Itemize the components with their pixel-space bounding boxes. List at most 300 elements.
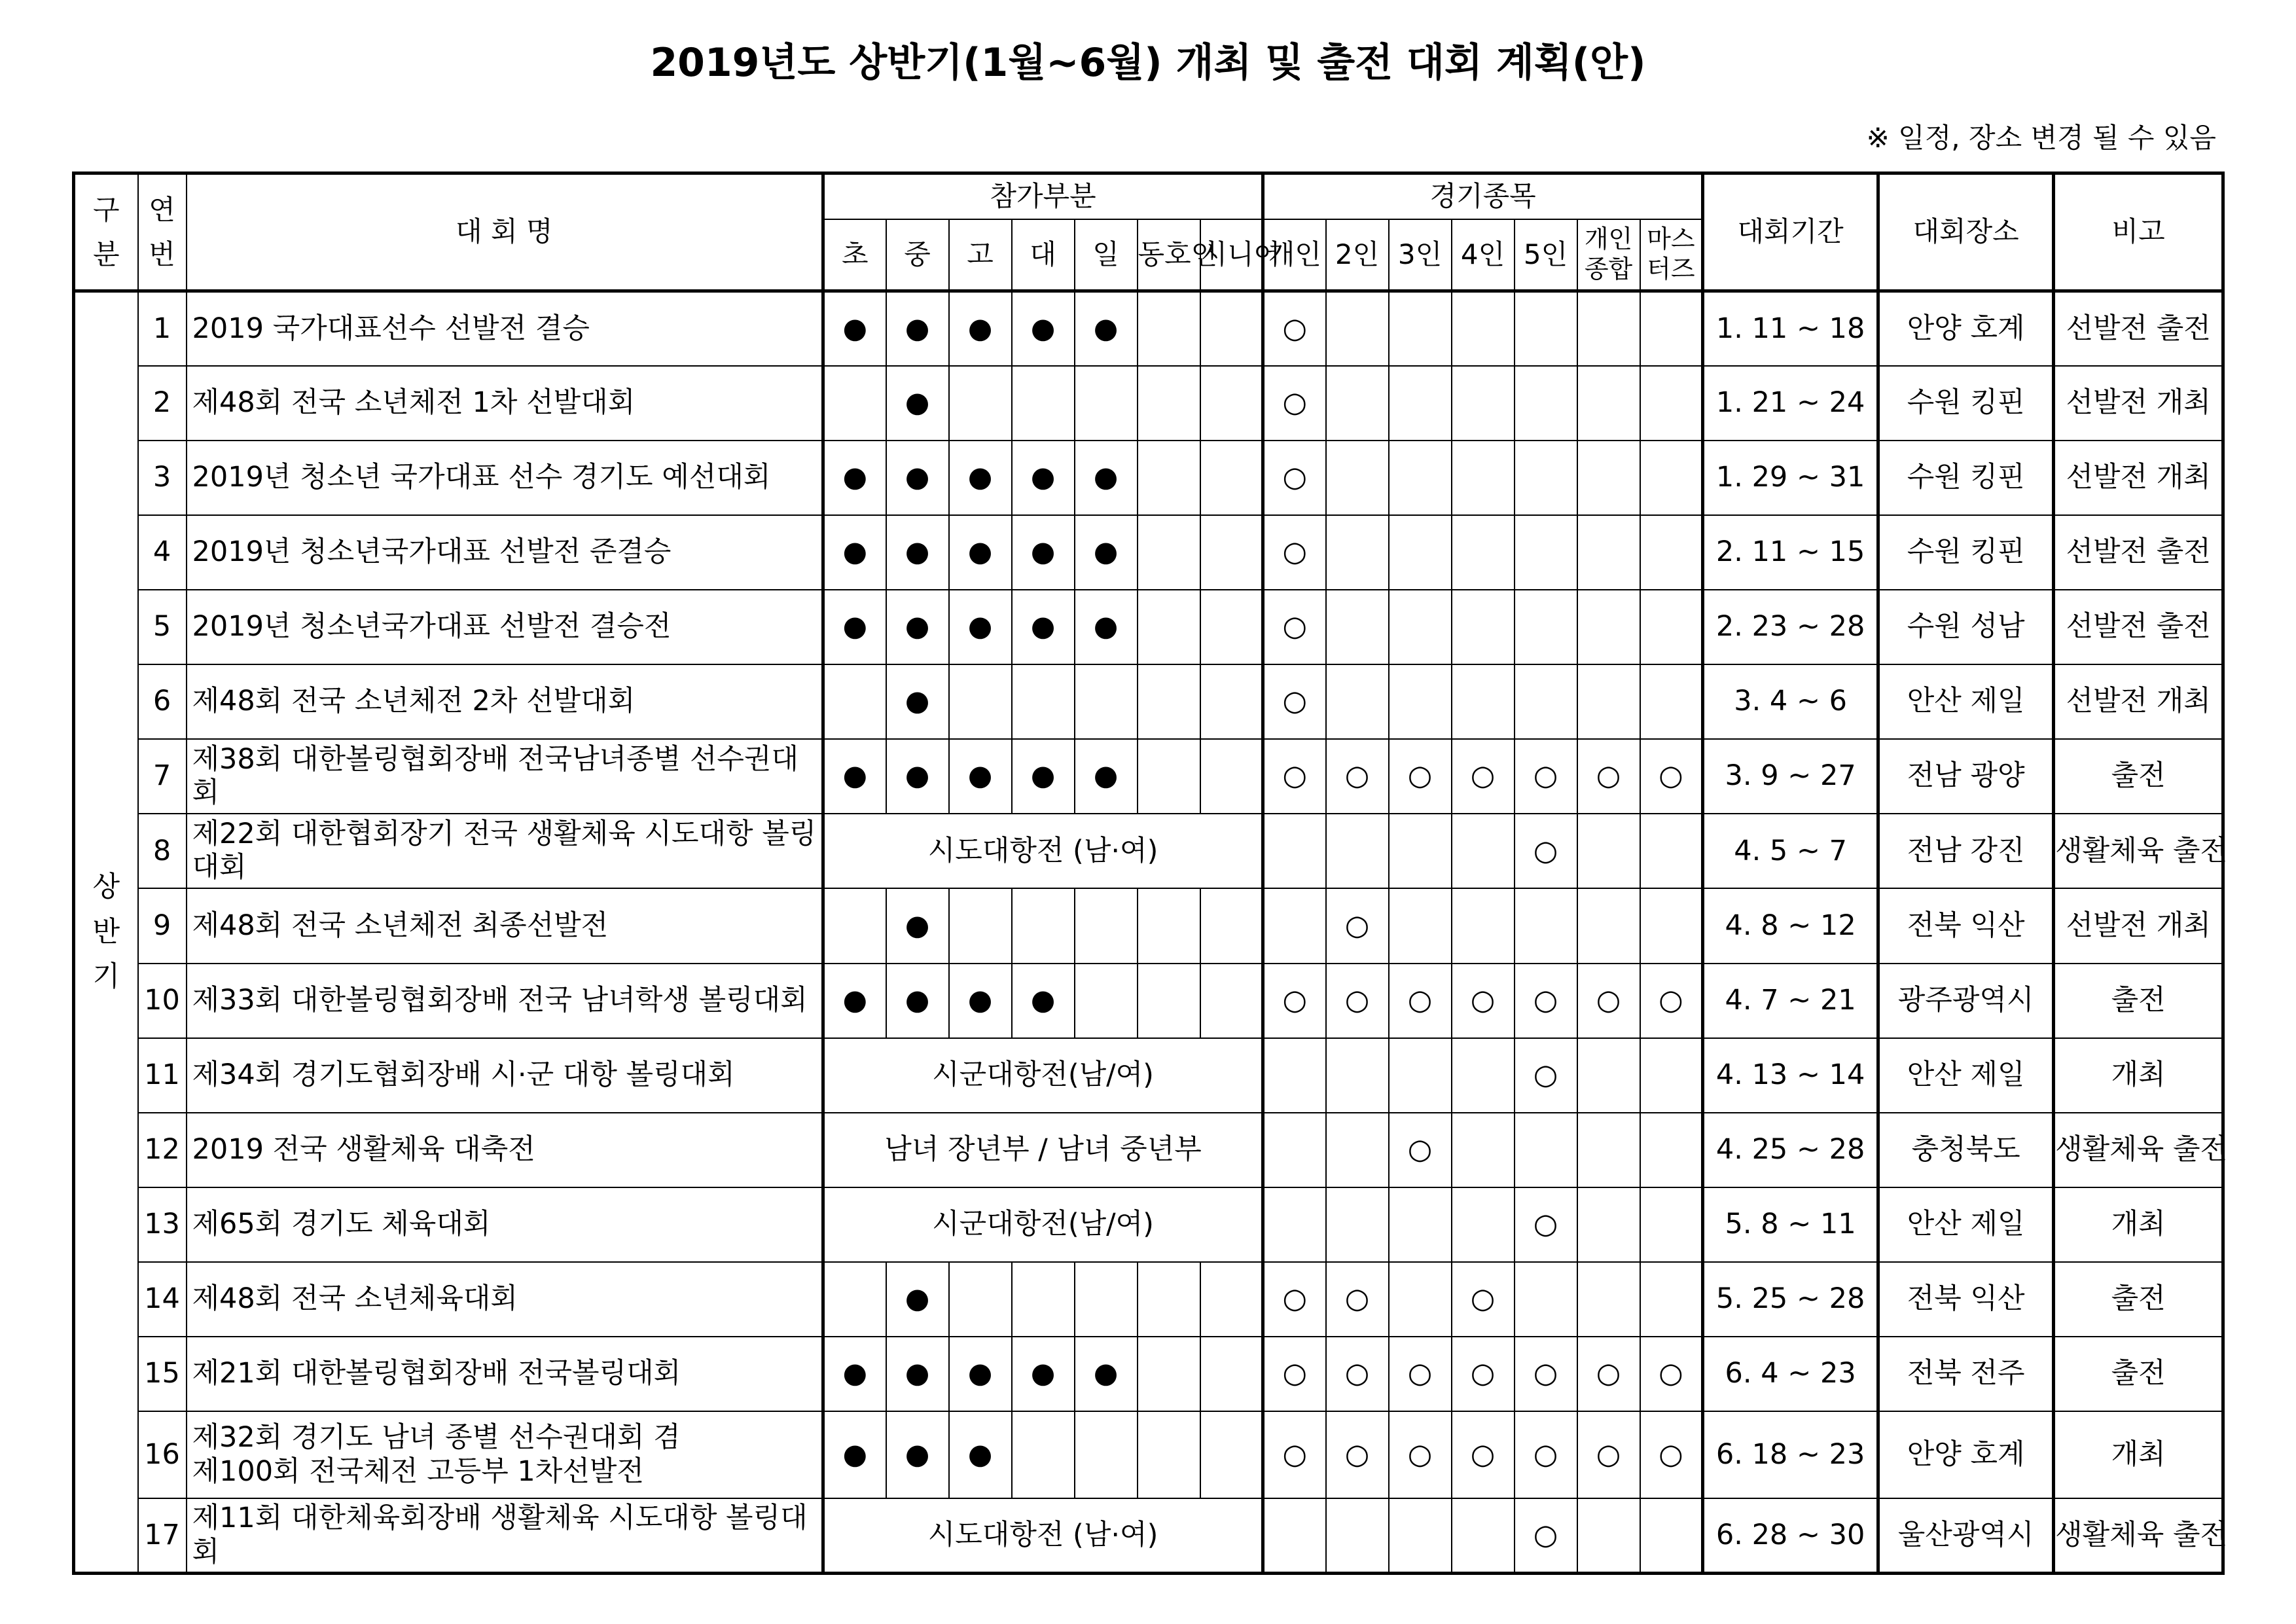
- participation-empty: [1012, 1262, 1075, 1337]
- event-mark: ○: [1263, 1262, 1326, 1337]
- event-empty: [1577, 1113, 1640, 1187]
- event-empty: [1640, 441, 1703, 515]
- participation-mark: ●: [1075, 515, 1138, 590]
- participation-text: 시도대항전 (남·여): [823, 1498, 1263, 1573]
- event-name: 제48회 전국 소년체전 최종선발전: [187, 888, 823, 963]
- participation-mark: ●: [1075, 590, 1138, 664]
- participation-empty: [1012, 366, 1075, 441]
- participation-mark: ●: [1075, 739, 1138, 814]
- event-empty: [1515, 664, 1577, 739]
- row-number: 2: [138, 366, 187, 441]
- participation-empty: [1200, 291, 1263, 366]
- remarks-cell: 선발전 출전: [2054, 291, 2223, 366]
- participation-text: 시도대항전 (남·여): [823, 814, 1263, 888]
- event-empty: [1389, 1187, 1452, 1262]
- event-mark: ○: [1263, 664, 1326, 739]
- participation-mark: ●: [949, 590, 1012, 664]
- event-empty: [1326, 1498, 1389, 1573]
- event-name: 제48회 전국 소년체전 1차 선발대회: [187, 366, 823, 441]
- event-col-header: 개인 종합: [1577, 219, 1640, 291]
- participation-mark: ●: [823, 441, 886, 515]
- venue-cell: 전남 광양: [1878, 739, 2054, 814]
- event-empty: [1577, 291, 1640, 366]
- participation-empty: [1138, 964, 1200, 1038]
- row-number: 8: [138, 814, 187, 888]
- event-col-header: 마스 터즈: [1640, 219, 1703, 291]
- event-empty: [1577, 1038, 1640, 1113]
- event-empty: [1577, 590, 1640, 664]
- participation-mark: ●: [823, 964, 886, 1038]
- event-name: 2019년 청소년 국가대표 선수 경기도 예선대회: [187, 441, 823, 515]
- event-name: 제48회 전국 소년체육대회: [187, 1262, 823, 1337]
- event-empty: [1452, 366, 1515, 441]
- event-name: 제34회 경기도협회장배 시·군 대항 볼링대회: [187, 1038, 823, 1113]
- row-number: 17: [138, 1498, 187, 1573]
- event-empty: [1326, 1187, 1389, 1262]
- event-name: 2019년 청소년국가대표 선발전 준결승: [187, 515, 823, 590]
- row-number: 10: [138, 964, 187, 1038]
- venue-cell: 안양 호계: [1878, 291, 2054, 366]
- event-empty: [1515, 1113, 1577, 1187]
- row-number: 12: [138, 1113, 187, 1187]
- venue-cell: 충청북도: [1878, 1113, 2054, 1187]
- event-mark: ○: [1577, 739, 1640, 814]
- participation-text: 남녀 장년부 / 남녀 중년부: [823, 1113, 1263, 1187]
- participation-mark: ●: [886, 441, 949, 515]
- period-cell: 3. 9 ~ 27: [1703, 739, 1878, 814]
- participation-empty: [1200, 590, 1263, 664]
- participation-empty: [1200, 366, 1263, 441]
- event-empty: [1326, 1038, 1389, 1113]
- event-mark: ○: [1326, 1262, 1389, 1337]
- event-name: 2019년 청소년국가대표 선발전 결승전: [187, 590, 823, 664]
- event-empty: [1577, 441, 1640, 515]
- event-empty: [1640, 291, 1703, 366]
- event-mark: ○: [1326, 739, 1389, 814]
- participation-text: 시군대항전(남/여): [823, 1038, 1263, 1113]
- event-name: 제22회 대한협회장기 전국 생활체육 시도대항 볼링대회: [187, 814, 823, 888]
- events-header: 경기종목: [1263, 173, 1703, 219]
- remarks-cell: 선발전 개최: [2054, 664, 2223, 739]
- event-mark: ○: [1515, 1411, 1577, 1498]
- event-empty: [1326, 664, 1389, 739]
- remarks-header: 비고: [2054, 173, 2223, 291]
- event-empty: [1326, 291, 1389, 366]
- event-mark: ○: [1515, 964, 1577, 1038]
- event-mark: ○: [1515, 814, 1577, 888]
- venue-cell: 광주광역시: [1878, 964, 2054, 1038]
- remarks-cell: 생활체육 출전: [2054, 814, 2223, 888]
- period-cell: 4. 7 ~ 21: [1703, 964, 1878, 1038]
- event-name: 제38회 대한볼링협회장배 전국남녀종별 선수권대회: [187, 739, 823, 814]
- event-empty: [1452, 1187, 1515, 1262]
- remarks-cell: 선발전 출전: [2054, 515, 2223, 590]
- event-empty: [1515, 1262, 1577, 1337]
- table-row: [74, 1498, 2223, 1573]
- event-mark: ○: [1326, 964, 1389, 1038]
- participation-mark: ●: [886, 590, 949, 664]
- participation-empty: [1138, 1337, 1200, 1411]
- participation-mark: ●: [949, 1337, 1012, 1411]
- period-cell: 3. 4 ~ 6: [1703, 664, 1878, 739]
- participation-col-header: 시니어: [1200, 219, 1263, 291]
- event-empty: [1577, 1498, 1640, 1573]
- event-mark: ○: [1389, 1411, 1452, 1498]
- event-empty: [1515, 366, 1577, 441]
- venue-cell: 안양 호계: [1878, 1411, 2054, 1498]
- event-empty: [1515, 441, 1577, 515]
- row-number: 11: [138, 1038, 187, 1113]
- participation-mark: ●: [1012, 291, 1075, 366]
- row-number: 16: [138, 1411, 187, 1498]
- event-mark: ○: [1263, 515, 1326, 590]
- period-cell: 1. 29 ~ 31: [1703, 441, 1878, 515]
- participation-mark: ●: [949, 441, 1012, 515]
- event-mark: ○: [1326, 1337, 1389, 1411]
- table-row: [74, 1187, 2223, 1262]
- venue-cell: 수원 킹핀: [1878, 366, 2054, 441]
- event-empty: [1515, 291, 1577, 366]
- event-empty: [1452, 1113, 1515, 1187]
- table-row: [74, 441, 2223, 515]
- participation-mark: ●: [886, 1337, 949, 1411]
- table-row: [74, 1113, 2223, 1187]
- event-mark: ○: [1515, 1187, 1577, 1262]
- event-mark: ○: [1452, 1337, 1515, 1411]
- participation-empty: [1012, 888, 1075, 963]
- row-number: 14: [138, 1262, 187, 1337]
- remarks-cell: 선발전 개최: [2054, 441, 2223, 515]
- participation-empty: [1075, 366, 1138, 441]
- participation-empty: [1200, 664, 1263, 739]
- event-empty: [1452, 1498, 1515, 1573]
- event-empty: [1389, 814, 1452, 888]
- event-name: 제48회 전국 소년체전 2차 선발대회: [187, 664, 823, 739]
- participation-mark: ●: [949, 1411, 1012, 1498]
- period-cell: 4. 5 ~ 7: [1703, 814, 1878, 888]
- participation-col-header: 동호인: [1138, 219, 1200, 291]
- event-name: 제33회 대한볼링협회장배 전국 남녀학생 볼링대회: [187, 964, 823, 1038]
- event-mark: ○: [1577, 1411, 1640, 1498]
- remarks-cell: 출전: [2054, 964, 2223, 1038]
- participation-mark: ●: [886, 291, 949, 366]
- participation-empty: [949, 1262, 1012, 1337]
- event-mark: ○: [1389, 1337, 1452, 1411]
- event-mark: ○: [1452, 739, 1515, 814]
- participation-empty: [823, 888, 886, 963]
- remarks-cell: 출전: [2054, 739, 2223, 814]
- remarks-cell: 출전: [2054, 1337, 2223, 1411]
- participation-mark: ●: [823, 590, 886, 664]
- participation-empty: [823, 1262, 886, 1337]
- event-mark: ○: [1389, 739, 1452, 814]
- participation-mark: ●: [1075, 291, 1138, 366]
- event-empty: [1577, 1187, 1640, 1262]
- event-empty: [1577, 515, 1640, 590]
- event-mark: ○: [1515, 739, 1577, 814]
- participation-empty: [1138, 888, 1200, 963]
- remarks-cell: 선발전 개최: [2054, 366, 2223, 441]
- event-empty: [1452, 1038, 1515, 1113]
- event-empty: [1640, 366, 1703, 441]
- event-empty: [1515, 888, 1577, 963]
- event-empty: [1640, 590, 1703, 664]
- participation-mark: ●: [886, 664, 949, 739]
- participation-mark: ●: [886, 739, 949, 814]
- participation-empty: [1138, 739, 1200, 814]
- period-cell: 1. 21 ~ 24: [1703, 366, 1878, 441]
- event-empty: [1452, 888, 1515, 963]
- event-empty: [1389, 366, 1452, 441]
- event-empty: [1263, 814, 1326, 888]
- row-number: 9: [138, 888, 187, 963]
- participation-empty: [1200, 964, 1263, 1038]
- participation-empty: [1138, 1411, 1200, 1498]
- name-header: 대 회 명: [187, 173, 823, 291]
- event-empty: [1640, 1262, 1703, 1337]
- event-name: 2019 국가대표선수 선발전 결승: [187, 291, 823, 366]
- participation-col-header: 중: [886, 219, 949, 291]
- event-name: 2019 전국 생활체육 대축전: [187, 1113, 823, 1187]
- event-mark: ○: [1263, 441, 1326, 515]
- event-empty: [1515, 515, 1577, 590]
- event-name: 제21회 대한볼링협회장배 전국볼링대회: [187, 1337, 823, 1411]
- row-number: 7: [138, 739, 187, 814]
- participation-empty: [1075, 1262, 1138, 1337]
- table-row: [74, 291, 2223, 366]
- event-empty: [1326, 590, 1389, 664]
- period-cell: 1. 11 ~ 18: [1703, 291, 1878, 366]
- event-col-header: 4인: [1452, 219, 1515, 291]
- row-number: 13: [138, 1187, 187, 1262]
- remarks-cell: 개최: [2054, 1187, 2223, 1262]
- row-number: 5: [138, 590, 187, 664]
- event-empty: [1263, 1113, 1326, 1187]
- period-cell: 6. 28 ~ 30: [1703, 1498, 1878, 1573]
- participation-mark: ●: [1012, 441, 1075, 515]
- participation-empty: [1012, 1411, 1075, 1498]
- event-mark: ○: [1326, 1411, 1389, 1498]
- event-col-header: 5인: [1515, 219, 1577, 291]
- venue-cell: 울산광역시: [1878, 1498, 2054, 1573]
- period-cell: 2. 23 ~ 28: [1703, 590, 1878, 664]
- participation-col-header: 일: [1075, 219, 1138, 291]
- event-empty: [1640, 888, 1703, 963]
- event-mark: ○: [1577, 1337, 1640, 1411]
- event-empty: [1389, 515, 1452, 590]
- participation-text: 시군대항전(남/여): [823, 1187, 1263, 1262]
- event-empty: [1389, 590, 1452, 664]
- event-mark: ○: [1263, 590, 1326, 664]
- venue-cell: 전북 익산: [1878, 888, 2054, 963]
- participation-empty: [1200, 1337, 1263, 1411]
- event-empty: [1452, 590, 1515, 664]
- event-empty: [1577, 1262, 1640, 1337]
- period-header: 대회기간: [1703, 173, 1878, 291]
- participation-col-header: 초: [823, 219, 886, 291]
- participation-mark: ●: [886, 964, 949, 1038]
- event-empty: [1452, 441, 1515, 515]
- event-mark: ○: [1452, 964, 1515, 1038]
- event-empty: [1389, 1262, 1452, 1337]
- participation-mark: ●: [1012, 1337, 1075, 1411]
- seq-header: 연 번: [138, 173, 187, 291]
- event-empty: [1326, 1113, 1389, 1187]
- event-empty: [1640, 1498, 1703, 1573]
- participation-empty: [949, 888, 1012, 963]
- table-row: [74, 1337, 2223, 1411]
- table-row: [74, 1038, 2223, 1113]
- participation-mark: ●: [1012, 964, 1075, 1038]
- event-empty: [1577, 366, 1640, 441]
- participation-empty: [1200, 1411, 1263, 1498]
- venue-cell: 전남 강진: [1878, 814, 2054, 888]
- participation-empty: [1138, 664, 1200, 739]
- event-empty: [1326, 366, 1389, 441]
- event-mark: ○: [1515, 1038, 1577, 1113]
- event-mark: ○: [1640, 1337, 1703, 1411]
- event-empty: [1263, 888, 1326, 963]
- period-cell: 5. 8 ~ 11: [1703, 1187, 1878, 1262]
- event-empty: [1452, 291, 1515, 366]
- participation-empty: [1138, 515, 1200, 590]
- event-empty: [1389, 664, 1452, 739]
- participation-mark: ●: [823, 1337, 886, 1411]
- table-row: [74, 515, 2223, 590]
- division-header: 구 분: [74, 173, 138, 291]
- participation-empty: [1012, 664, 1075, 739]
- event-mark: ○: [1640, 964, 1703, 1038]
- period-cell: 5. 25 ~ 28: [1703, 1262, 1878, 1337]
- table-row: [74, 664, 2223, 739]
- participation-mark: ●: [1012, 515, 1075, 590]
- participation-empty: [1075, 964, 1138, 1038]
- venue-cell: 전북 익산: [1878, 1262, 2054, 1337]
- event-col-header: 개인: [1263, 219, 1326, 291]
- venue-cell: 안산 제일: [1878, 1187, 2054, 1262]
- event-empty: [1389, 1498, 1452, 1573]
- participation-empty: [1200, 1262, 1263, 1337]
- participation-empty: [823, 366, 886, 441]
- participation-empty: [1075, 664, 1138, 739]
- event-mark: ○: [1263, 366, 1326, 441]
- participation-empty: [1138, 441, 1200, 515]
- event-name: 제65회 경기도 체육대회: [187, 1187, 823, 1262]
- participation-mark: ●: [823, 515, 886, 590]
- event-mark: ○: [1640, 1411, 1703, 1498]
- participation-col-header: 고: [949, 219, 1012, 291]
- event-empty: [1389, 291, 1452, 366]
- event-empty: [1640, 664, 1703, 739]
- period-cell: 2. 11 ~ 15: [1703, 515, 1878, 590]
- period-cell: 4. 25 ~ 28: [1703, 1113, 1878, 1187]
- event-empty: [1263, 1498, 1326, 1573]
- participation-mark: ●: [823, 1411, 886, 1498]
- event-mark: ○: [1452, 1262, 1515, 1337]
- event-empty: [1263, 1187, 1326, 1262]
- participation-empty: [949, 366, 1012, 441]
- table-row: [74, 964, 2223, 1038]
- participation-empty: [1200, 441, 1263, 515]
- period-cell: 6. 18 ~ 23: [1703, 1411, 1878, 1498]
- event-mark: ○: [1577, 964, 1640, 1038]
- participation-mark: ●: [949, 739, 1012, 814]
- period-cell: 4. 13 ~ 14: [1703, 1038, 1878, 1113]
- event-mark: ○: [1515, 1337, 1577, 1411]
- venue-cell: 수원 성남: [1878, 590, 2054, 664]
- event-empty: [1515, 590, 1577, 664]
- venue-cell: 수원 킹핀: [1878, 515, 2054, 590]
- event-empty: [1640, 1038, 1703, 1113]
- participation-empty: [823, 664, 886, 739]
- remarks-cell: 선발전 개최: [2054, 888, 2223, 963]
- participation-empty: [1075, 888, 1138, 963]
- schedule-note: ※ 일정, 장소 변경 될 수 있음: [1866, 122, 2216, 154]
- participation-empty: [1138, 1262, 1200, 1337]
- remarks-cell: 개최: [2054, 1411, 2223, 1498]
- event-mark: ○: [1263, 1411, 1326, 1498]
- participation-empty: [1138, 590, 1200, 664]
- row-number: 3: [138, 441, 187, 515]
- participation-empty: [1200, 515, 1263, 590]
- row-number: 15: [138, 1337, 187, 1411]
- competition-plan-table: [72, 171, 2228, 1575]
- event-empty: [1640, 1187, 1703, 1262]
- period-cell: 4. 8 ~ 12: [1703, 888, 1878, 963]
- division-cell: 상 반 기: [74, 291, 138, 1574]
- participation-mark: ●: [1075, 1337, 1138, 1411]
- participation-mark: ●: [886, 366, 949, 441]
- participation-mark: ●: [1012, 590, 1075, 664]
- participation-mark: ●: [886, 888, 949, 963]
- table-row: [74, 366, 2223, 441]
- row-number: 6: [138, 664, 187, 739]
- participation-empty: [1138, 291, 1200, 366]
- participation-mark: ●: [949, 515, 1012, 590]
- participation-empty: [1138, 366, 1200, 441]
- table-row: [74, 590, 2223, 664]
- venue-cell: 전북 전주: [1878, 1337, 2054, 1411]
- event-mark: ○: [1640, 739, 1703, 814]
- participation-mark: ●: [1012, 739, 1075, 814]
- event-empty: [1640, 814, 1703, 888]
- participation-mark: ●: [886, 1411, 949, 1498]
- participation-mark: ●: [949, 964, 1012, 1038]
- participation-header: 참가부분: [823, 173, 1263, 219]
- table-row: [74, 814, 2223, 888]
- remarks-cell: 생활체육 출전: [2054, 1498, 2223, 1573]
- table-row: [74, 888, 2223, 963]
- event-mark: ○: [1263, 291, 1326, 366]
- participation-mark: ●: [949, 291, 1012, 366]
- participation-mark: ●: [823, 739, 886, 814]
- event-mark: ○: [1326, 888, 1389, 963]
- event-mark: ○: [1263, 1337, 1326, 1411]
- table-row: [74, 1411, 2223, 1498]
- table-row: [74, 1262, 2223, 1337]
- event-empty: [1452, 515, 1515, 590]
- table-row: [74, 739, 2223, 814]
- event-name: 제32회 경기도 남녀 종별 선수권대회 겸 제100회 전국체전 고등부 1차선발전: [187, 1411, 823, 1498]
- event-mark: ○: [1452, 1411, 1515, 1498]
- event-mark: ○: [1263, 739, 1326, 814]
- remarks-cell: 개최: [2054, 1038, 2223, 1113]
- remarks-cell: 생활체육 출전: [2054, 1113, 2223, 1187]
- event-empty: [1577, 814, 1640, 888]
- row-number: 4: [138, 515, 187, 590]
- event-col-header: 3인: [1389, 219, 1452, 291]
- participation-empty: [1200, 739, 1263, 814]
